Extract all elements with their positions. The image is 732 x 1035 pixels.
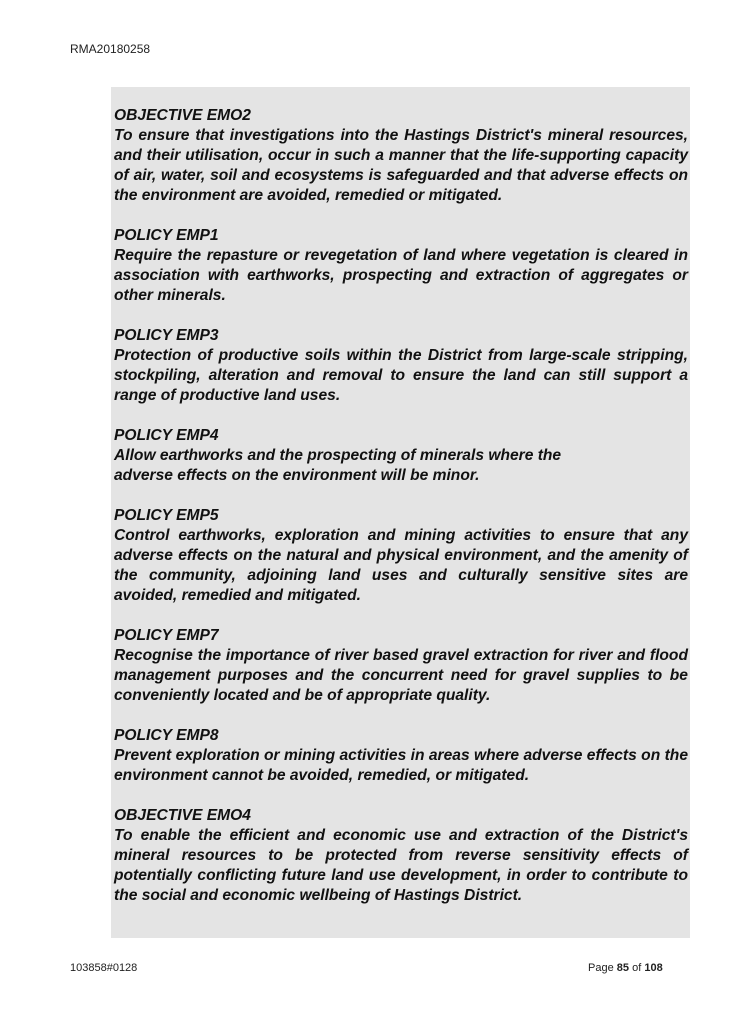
section-objective-emo2 [114, 106, 688, 206]
footer-document-number: 103858#0128 [70, 962, 138, 974]
section-body-line: Allow earthworks and the prospecting of minerals where the [114, 447, 562, 464]
section-body: Protection of productive soils within the District from large-scale stripping, stockpiling, alteration and removal to ensure the land can still support a range of productive land uses. [114, 347, 688, 404]
document-reference: RMA20180258 [70, 42, 151, 56]
section-title: POLICY EMP5 [114, 507, 219, 524]
section-body: To enable the efficient and economic use and extraction of the District's mineral resources to be protected from reverse sensitivity effects of potentially conflicting future land use development, in order to contribute to the social and economic wellbeing of Hastings District. [114, 827, 688, 904]
section-policy-emp1 [114, 226, 688, 306]
section-body: To ensure that investigations into the Hastings District's mineral resources, and their utilisation, occur in such a manner that the life-supporting capacity of air, water, soil and ecosystems is safeguarded and that adverse effects on the environment are avoided, remedied or mitigated. [114, 127, 688, 204]
policy-panel [111, 87, 690, 938]
section-title: POLICY EMP7 [114, 627, 219, 644]
section-policy-emp4 [114, 426, 688, 486]
section-body: Recognise the importance of river based gravel extraction for river and flood management purposes and the concurrent need for gravel supplies to be conveniently located and be of appropriate quality. [114, 647, 688, 704]
page-current: 85 [616, 962, 630, 974]
section-policy-emp7 [114, 626, 688, 706]
page-total: 108 [644, 962, 663, 974]
page-number [588, 962, 663, 974]
section-objective-emo4 [114, 806, 688, 906]
section-body-line: adverse effects on the environment will be minor. [114, 467, 480, 484]
section-policy-emp5 [114, 506, 688, 606]
section-policy-emp3 [114, 326, 688, 406]
page-prefix: Page [588, 962, 614, 974]
section-title: POLICY EMP8 [114, 727, 219, 744]
page-of: of [632, 962, 642, 974]
section-title: OBJECTIVE EMO4 [114, 807, 251, 824]
section-title: POLICY EMP3 [114, 327, 219, 344]
section-body: Require the repasture or revegetation of land where vegetation is cleared in association with earthworks, prospecting and extraction of aggregates or other minerals. [114, 247, 688, 304]
section-title: OBJECTIVE EMO2 [114, 107, 251, 124]
section-body: Prevent exploration or mining activities in areas where adverse effects on the environment cannot be avoided, remedied, or mitigated. [114, 747, 688, 784]
section-body: Control earthworks, exploration and mining activities to ensure that any adverse effects on the natural and physical environment, and the amenity of the community, adjoining land uses and culturally sensitive sites are avoided, remedied and mitigated. [114, 527, 688, 604]
section-policy-emp8 [114, 726, 688, 786]
section-title: POLICY EMP4 [114, 427, 219, 444]
section-title: POLICY EMP1 [114, 227, 219, 244]
